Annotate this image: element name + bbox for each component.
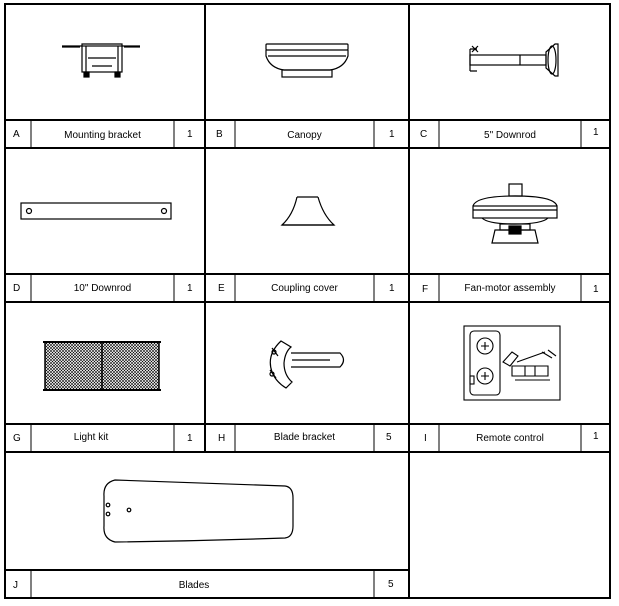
part-letter-d: D: [13, 283, 21, 294]
part-letter-i: I: [424, 433, 427, 444]
downrod-10-icon: [21, 203, 171, 219]
part-name-blades: Blades: [178, 580, 210, 591]
part-letter-h: H: [218, 433, 226, 444]
coupling-cover-icon: [282, 197, 334, 225]
part-letter-f: F: [422, 284, 429, 295]
fan-motor-icon: [473, 184, 557, 243]
part-name-light-kit: Light kit: [73, 432, 109, 443]
light-kit-icon: [43, 342, 161, 390]
part-letter-g: G: [13, 433, 21, 444]
part-letter-b: B: [216, 129, 223, 140]
part-qty-d: 1: [187, 283, 193, 294]
part-letter-e: E: [218, 283, 225, 294]
part-letter-a: A: [13, 129, 20, 140]
mounting-bracket-icon: [62, 44, 140, 77]
part-name-coupling-cover: Coupling cover: [271, 283, 338, 294]
part-name-blade-bracket: Blade bracket: [273, 432, 336, 443]
part-name-5in-downrod: 5" Downrod: [484, 130, 536, 141]
part-qty-g: 1: [187, 433, 193, 444]
part-letter-c: C: [420, 129, 428, 140]
blade-icon: [104, 480, 293, 542]
part-qty-c: 1: [593, 127, 599, 138]
part-name-10in-downrod: 10" Downrod: [73, 283, 132, 294]
part-name-remote-control: Remote control: [476, 433, 544, 444]
part-qty-i: 1: [593, 431, 599, 442]
part-qty-b: 1: [389, 129, 395, 140]
part-name-fan-motor-assembly: Fan-motor assembly: [464, 283, 556, 294]
part-qty-f: 1: [593, 284, 599, 295]
part-qty-h: 5: [386, 432, 392, 443]
part-qty-e: 1: [389, 283, 395, 294]
blade-bracket-icon: [270, 341, 344, 388]
canopy-icon: [266, 44, 348, 77]
part-name-mounting-bracket: Mounting bracket: [64, 130, 141, 141]
part-qty-a: 1: [187, 129, 193, 140]
part-letter-j: J: [13, 580, 18, 591]
remote-control-icon: [464, 326, 560, 400]
part-qty-j: 5: [388, 579, 394, 590]
part-name-canopy: Canopy: [287, 130, 322, 141]
downrod-5-icon: [470, 44, 558, 76]
